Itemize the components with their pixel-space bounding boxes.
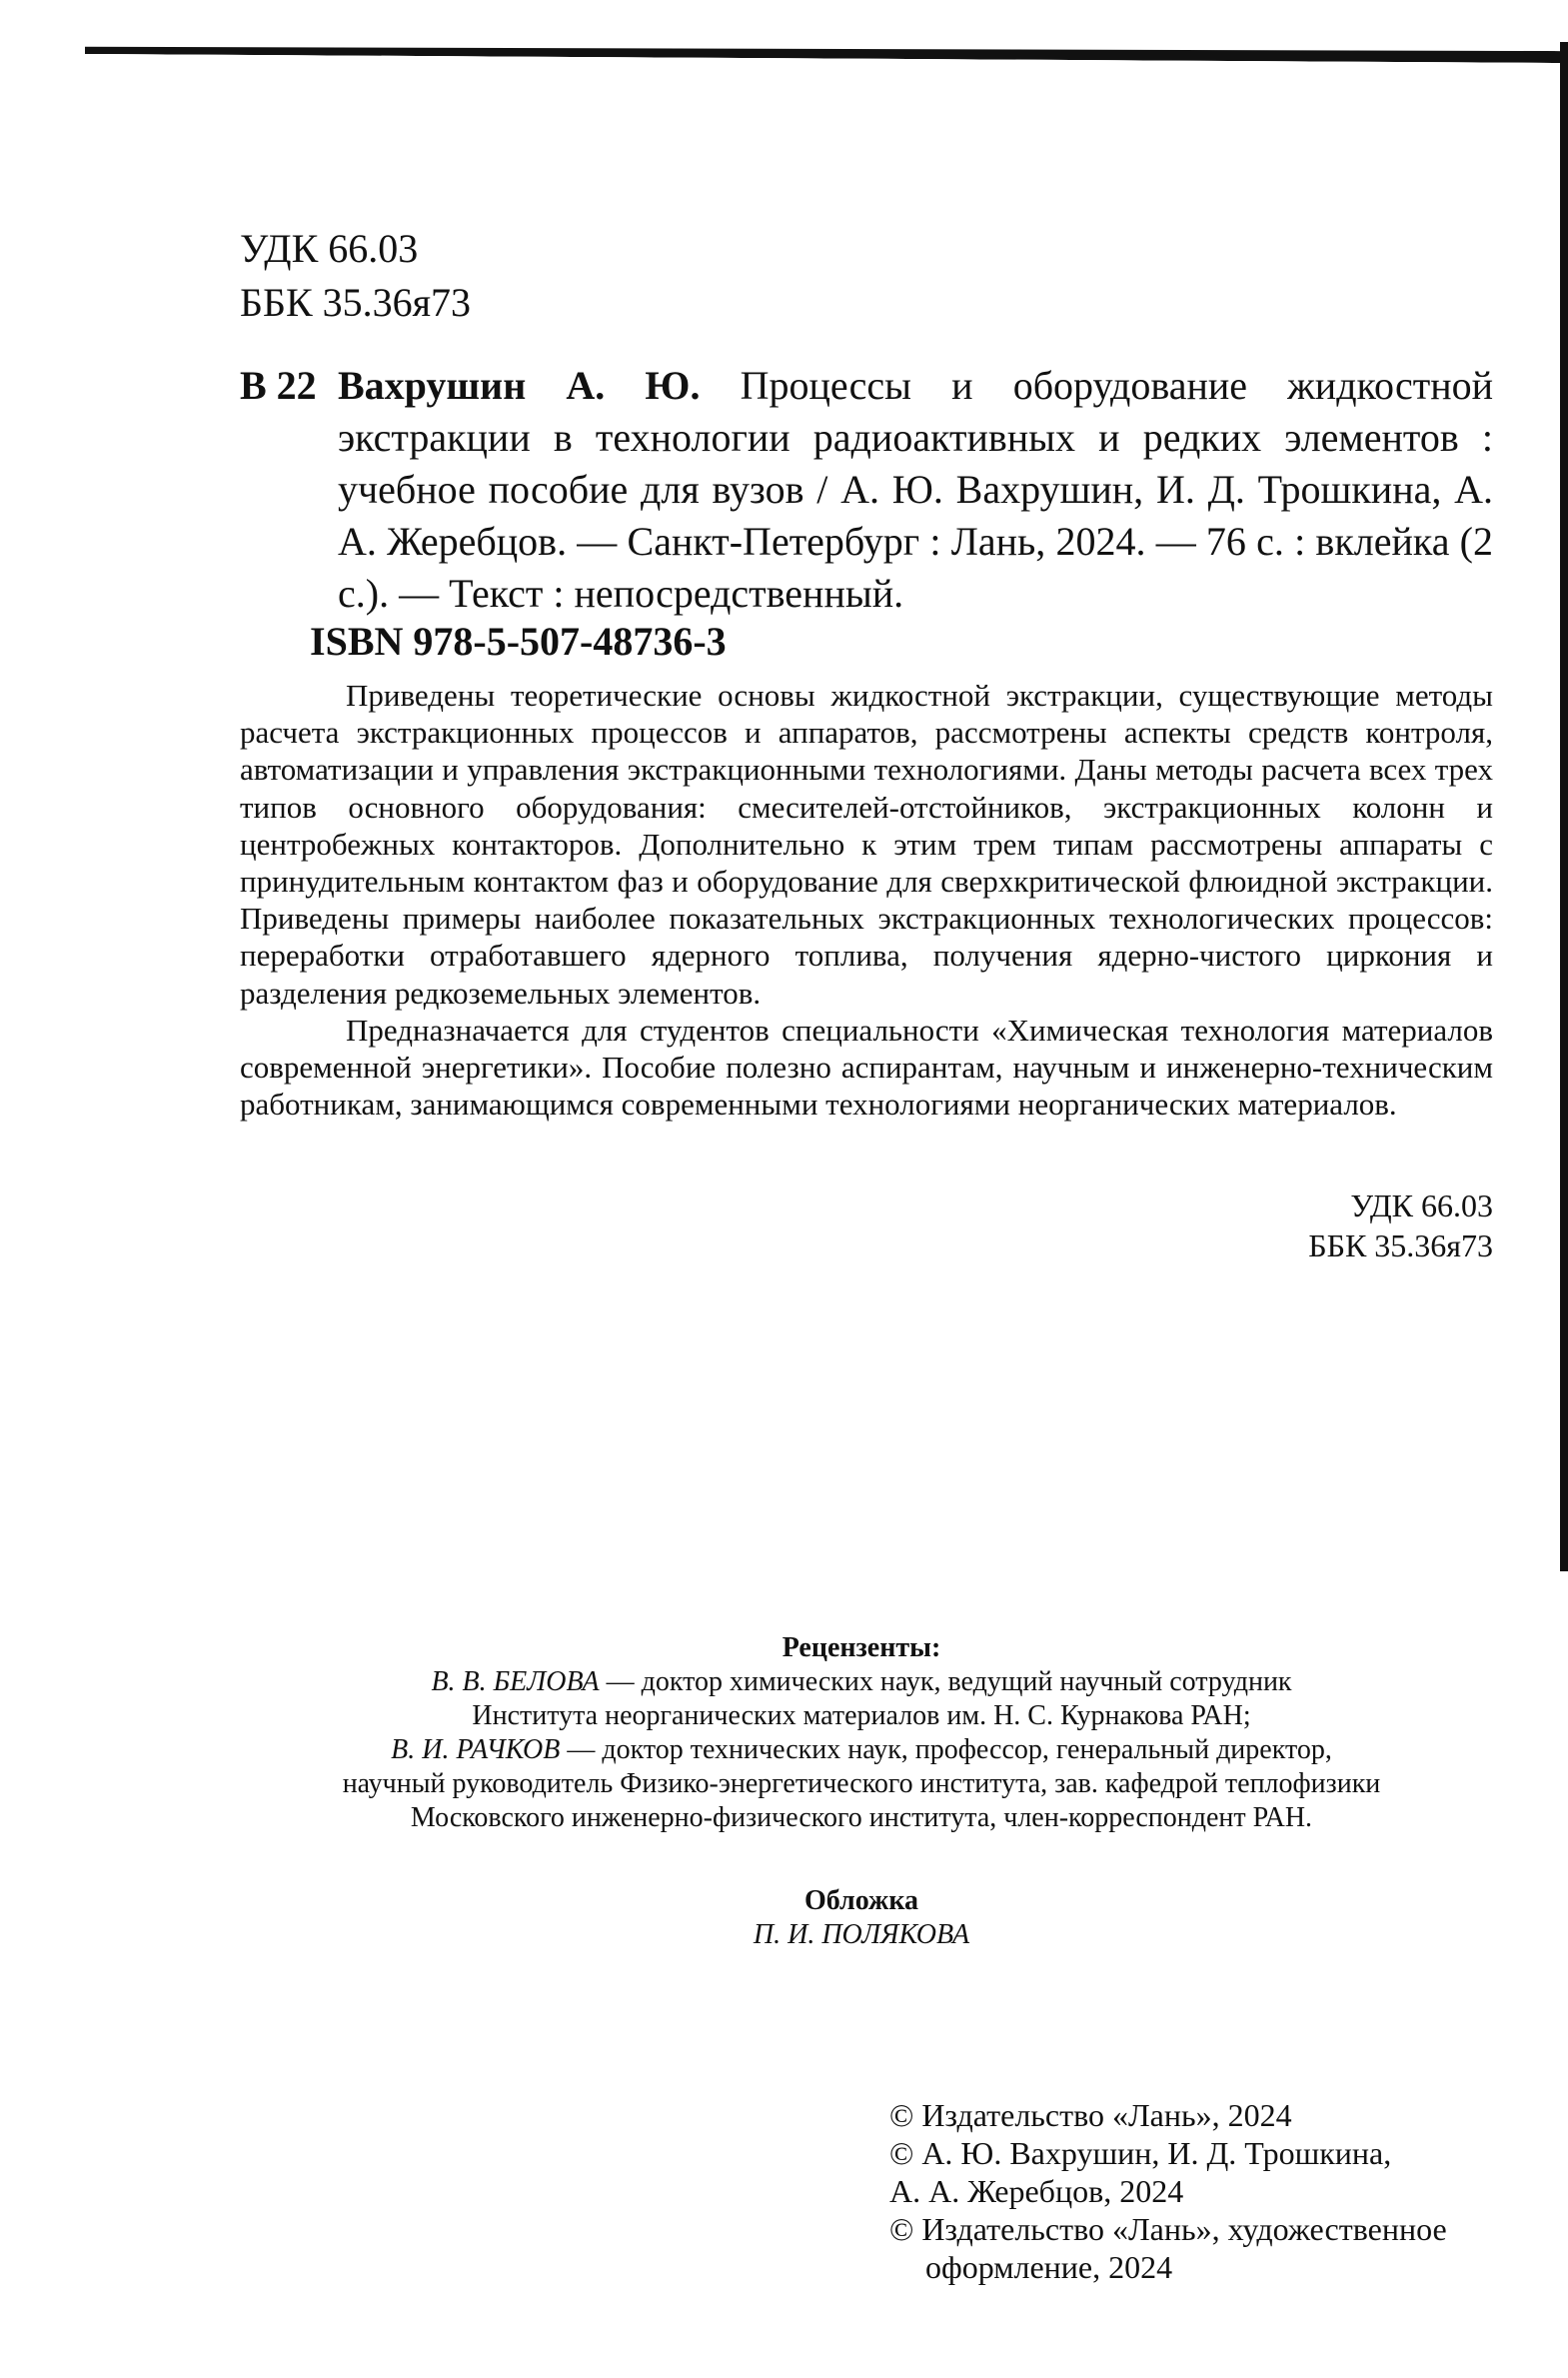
- cover-designer: П. И. ПОЛЯКОВА: [753, 1919, 970, 1950]
- classification-codes-top: [240, 222, 471, 330]
- reviewer-2-affiliation: Московского инженерно-физического института, член-корреспондент РАН.: [410, 1802, 1313, 1833]
- bibliographic-entry: [240, 360, 1493, 620]
- abstract: [240, 677, 1493, 1123]
- copyright-line: А. А. Жеребцов, 2024: [889, 2173, 1184, 2209]
- reviewer-1: [230, 1665, 1493, 1699]
- abstract-paragraph: Предназначается для студентов специальности «Химическая технология материалов современной энергетики». Пособие полезно аспирантам, научным и инженерно-техническим работникам, занимающимся современными технологиями неорганических материалов.: [240, 1012, 1493, 1123]
- classification-codes-bottom: [1308, 1186, 1493, 1265]
- copyright-line: © Издательство «Лань», 2024: [889, 2097, 1292, 2133]
- author-mark: В 22: [240, 363, 317, 408]
- description-text: Процессы и оборудование жидкостной экстракции в технологии радиоактивных и редких элементов : учебное пособие для вузов / А. Ю. Вахрушин, И. Д. Трошкина, А. А. Жеребцов. — Санкт-Петербург : Лань, 2024. — 76 с. : вклейка (2 с.). — Текст : непосредственный.: [338, 363, 1493, 616]
- scan-border-top: [85, 42, 1568, 63]
- copyright-line: © А. Ю. Вахрушин, И. Д. Трошкина,: [889, 2135, 1392, 2171]
- copyright-line: © Издательство «Лань», художественное: [889, 2211, 1447, 2247]
- isbn: ISBN 978-5-507-48736-3: [310, 619, 727, 664]
- reviewer-credentials: — доктор химических наук, ведущий научный сотрудник: [599, 1666, 1292, 1697]
- reviewer-2-affiliation: научный руководитель Физико-энергетического института, зав. кафедрой теплофизики: [342, 1768, 1381, 1799]
- cover-heading: Обложка: [803, 1885, 919, 1916]
- bbk-code: ББК 35.36я73: [1308, 1227, 1493, 1263]
- copyright-block: [889, 2096, 1529, 2286]
- reviewer-2: [230, 1733, 1493, 1767]
- abstract-paragraph: Приведены теоретические основы жидкостной экстракции, существующие методы расчета экстракционных процессов и аппаратов, рассмотрены аспекты средств контроля, автоматизации и управления экстракционными технологиями. Даны методы расчета всех трех типов основного оборудования: смесителей-отстойников, экстракционных колонн и центробежных контакторов. Дополнительно к этим трем типам рассмотрены аппараты с принудительным контактом фаз и оборудование для сверхкритической флюидной экстракции. Приведены примеры наиболее показательных экстракционных технологических процессов: переработки отработавшего ядерного топлива, получения ядерно-чистого циркония и разделения редкоземельных элементов.: [240, 678, 1493, 1011]
- cover-credit: [230, 1884, 1493, 1952]
- copyright-line: оформление, 2024: [925, 2249, 1173, 2285]
- author-name: Вахрушин А. Ю.: [338, 363, 701, 408]
- bibliographic-description: [338, 360, 1493, 620]
- reviewers-heading: Рецензенты:: [782, 1632, 941, 1663]
- bbk-code: ББК 35.36я73: [240, 280, 472, 325]
- reviewers-block: [230, 1631, 1493, 1835]
- reviewer-credentials: — доктор технических наук, профессор, генеральный директор,: [560, 1734, 1332, 1765]
- udk-code: УДК 66.03: [240, 226, 419, 271]
- reviewer-1-affiliation: Института неорганических материалов им. Н. С. Курнакова РАН;: [472, 1700, 1251, 1731]
- udk-code: УДК 66.03: [1350, 1188, 1493, 1223]
- scan-border-right: [1560, 42, 1568, 1571]
- reviewer-name: В. В. БЕЛОВА: [431, 1666, 600, 1697]
- reviewer-name: В. И. РАЧКОВ: [391, 1734, 561, 1765]
